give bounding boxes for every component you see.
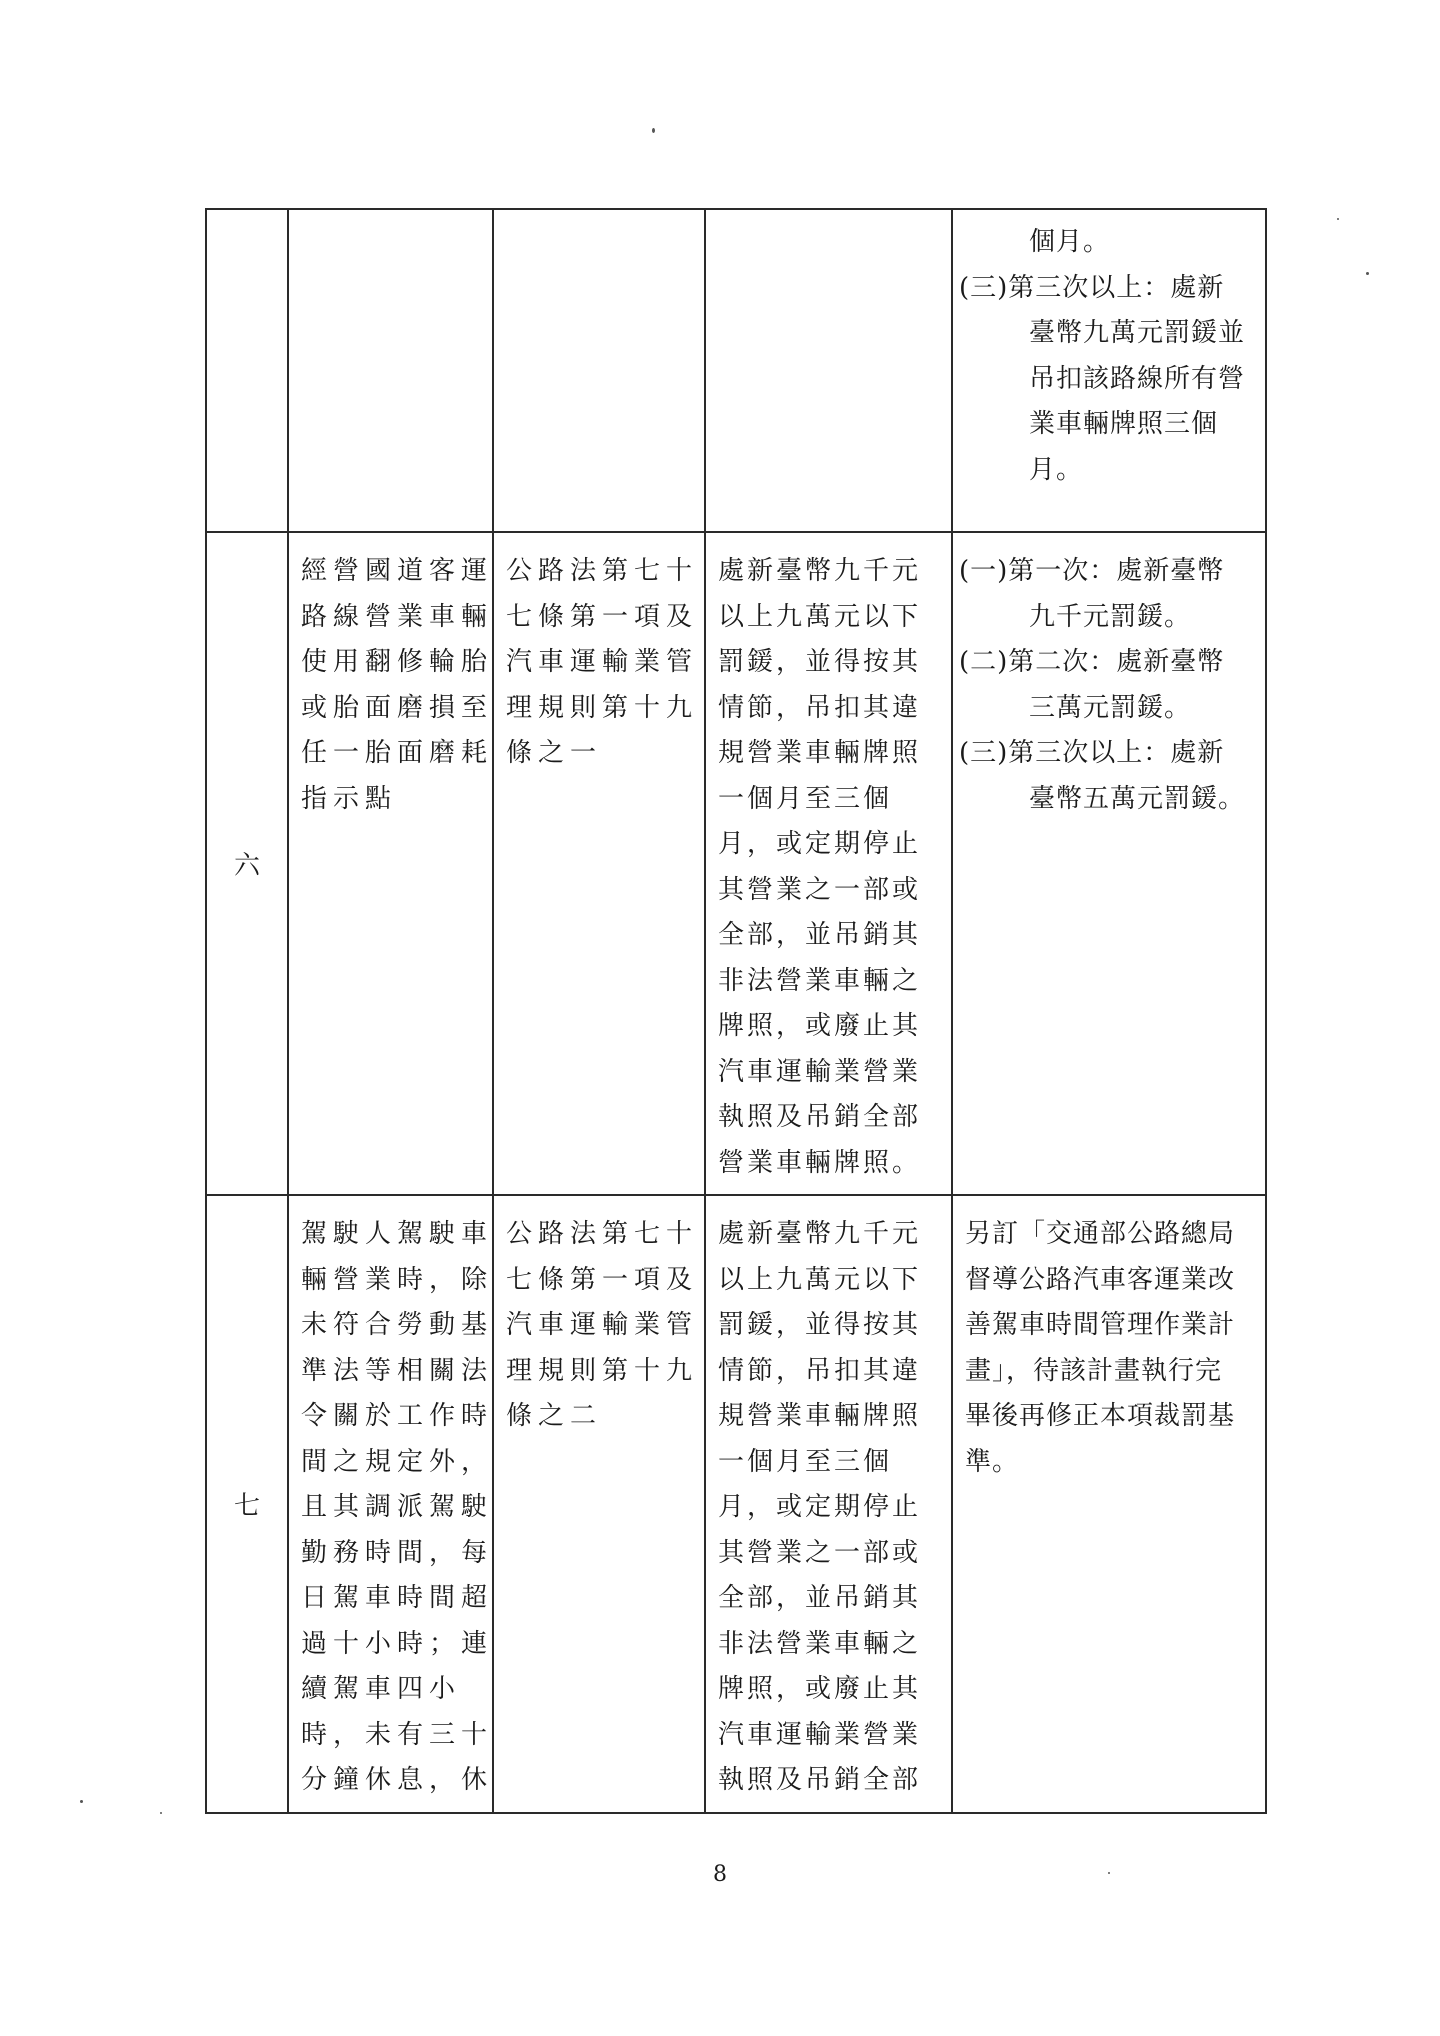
text-line: 七條第一項及 bbox=[506, 601, 699, 632]
table-row-continued bbox=[206, 209, 1266, 532]
text-line: 規營業車輛牌照 bbox=[718, 738, 922, 768]
text-line: 處新臺幣九千元 bbox=[718, 1219, 922, 1249]
text-line: 條之二 bbox=[506, 1401, 603, 1431]
text-line: 另訂「交通部公路總局 bbox=[965, 1219, 1236, 1249]
text-line: 執照及吊銷全部 bbox=[718, 1102, 922, 1132]
text-line: 督導公路汽車客運業改 bbox=[965, 1264, 1236, 1295]
text-line: 其營業之一部或 bbox=[718, 874, 922, 905]
text-line: 月，或定期停止 bbox=[718, 829, 922, 859]
text-line: 汽車運輸業營業 bbox=[718, 1056, 922, 1087]
text-line: 畫」，待該計畫執行完 bbox=[965, 1355, 1223, 1386]
text-line: 輛營業時，除 bbox=[301, 1264, 494, 1295]
text-line: 公路法第七十 bbox=[506, 1219, 699, 1249]
penalty-table bbox=[205, 208, 1267, 1814]
text-line: 指示點 bbox=[301, 783, 398, 814]
text-line: 七條第一項及 bbox=[506, 1264, 699, 1295]
scan-speck bbox=[1337, 218, 1339, 220]
text-line: 九千元罰鍰。 bbox=[1029, 601, 1192, 632]
text-line: 時，未有三十 bbox=[301, 1719, 494, 1750]
text-line: 一個月至三個 bbox=[718, 1446, 893, 1477]
text-line: 業車輛牌照三個 bbox=[1029, 409, 1219, 439]
text-line: 過十小時；連 bbox=[301, 1628, 494, 1659]
text-line: (三)第三次以上：處新 bbox=[959, 738, 1225, 768]
text-line: (三)第三次以上：處新 bbox=[959, 272, 1225, 303]
text-line: 或胎面磨損至 bbox=[301, 692, 494, 723]
text-line: 汽車運輸業營業 bbox=[718, 1719, 922, 1750]
text-line: 日駕車時間超 bbox=[301, 1583, 494, 1613]
text-line: 公路法第七十 bbox=[506, 556, 699, 586]
text-line: 勤務時間，每 bbox=[301, 1537, 494, 1568]
text-line: 分鐘休息，休 bbox=[301, 1765, 494, 1795]
text-line: 汽車運輸業管 bbox=[506, 1310, 699, 1340]
text-line: 理規則第十九 bbox=[506, 1355, 699, 1386]
text-line: 牌照，或廢止其 bbox=[718, 1011, 922, 1041]
table-row-six bbox=[206, 532, 1266, 1195]
cell-sanction bbox=[705, 532, 952, 1195]
text-line: 營業車輛牌照。 bbox=[718, 1147, 922, 1178]
text-line: 未符合勞動基 bbox=[301, 1310, 494, 1340]
text-line: 以上九萬元以下 bbox=[718, 601, 922, 632]
scan-speck bbox=[1108, 1872, 1110, 1874]
cell-law bbox=[493, 1195, 705, 1813]
text-line: 執照及吊銷全部 bbox=[718, 1765, 922, 1795]
text-line: 且其調派駕駛 bbox=[301, 1492, 494, 1522]
text-line: 路線營業車輛 bbox=[301, 601, 494, 632]
text-line: 月，或定期停止 bbox=[718, 1492, 922, 1522]
text-line: 間之規定外， bbox=[301, 1446, 494, 1477]
cell-number-empty bbox=[206, 209, 288, 532]
text-line: 畢後再修正本項裁罰基 bbox=[965, 1401, 1236, 1431]
scan-speck bbox=[80, 1800, 83, 1803]
text-line: 令關於工作時 bbox=[301, 1401, 494, 1431]
text-line: 罰鍰，並得按其 bbox=[718, 1310, 922, 1340]
text-line: 月。 bbox=[1029, 454, 1084, 485]
page-number: 8 bbox=[713, 1862, 727, 1887]
cell-law bbox=[493, 532, 705, 1195]
text-line: 非法營業車輛之 bbox=[718, 1628, 922, 1659]
scan-speck bbox=[160, 1812, 162, 1814]
text-line: 一個月至三個 bbox=[718, 783, 893, 814]
text-line: 駕駛人駕駛車 bbox=[301, 1219, 494, 1249]
text-line: 善駕車時間管理作業計 bbox=[965, 1310, 1236, 1340]
cell-violation bbox=[288, 1195, 493, 1813]
cell-violation bbox=[288, 532, 493, 1195]
text-line: 全部，並吊銷其 bbox=[718, 920, 922, 950]
text-line: 牌照，或廢止其 bbox=[718, 1674, 922, 1704]
text-line: 個月。 bbox=[1029, 227, 1111, 257]
cell-violation-empty bbox=[288, 209, 493, 532]
text-line: 三萬元罰鍰。 bbox=[1029, 692, 1192, 723]
text-line: 汽車運輸業管 bbox=[506, 647, 699, 677]
text-line: 準法等相關法 bbox=[301, 1355, 494, 1386]
text-line: 處新臺幣九千元 bbox=[718, 556, 922, 586]
text-line: 準。 bbox=[965, 1446, 1020, 1477]
table-row-seven bbox=[206, 1195, 1266, 1813]
text-line: 非法營業車輛之 bbox=[718, 965, 922, 996]
row-number: 六 bbox=[206, 532, 288, 1195]
row-number: 七 bbox=[206, 1195, 288, 1813]
text-line: 其營業之一部或 bbox=[718, 1537, 922, 1568]
cell-sanction bbox=[705, 1195, 952, 1813]
scan-speck bbox=[1366, 272, 1369, 275]
text-line: 任一胎面磨耗 bbox=[301, 738, 494, 768]
text-line: 情節，吊扣其違 bbox=[718, 692, 922, 723]
text-line: 經營國道客運 bbox=[301, 556, 494, 586]
cell-sanction-empty bbox=[705, 209, 952, 532]
cell-standard-continued bbox=[952, 209, 1266, 532]
text-line: 罰鍰，並得按其 bbox=[718, 647, 922, 677]
text-line: 理規則第十九 bbox=[506, 692, 699, 723]
text-line: 全部，並吊銷其 bbox=[718, 1583, 922, 1613]
text-line: 吊扣該路線所有營 bbox=[1029, 363, 1246, 394]
text-line: 續駕車四小 bbox=[301, 1674, 462, 1704]
text-line: (二)第二次：處新臺幣 bbox=[959, 647, 1225, 677]
text-line: 規營業車輛牌照 bbox=[718, 1401, 922, 1431]
text-line: 以上九萬元以下 bbox=[718, 1264, 922, 1295]
scan-speck bbox=[652, 128, 655, 133]
text-line: 臺幣九萬元罰鍰並 bbox=[1029, 318, 1246, 348]
text-line: 臺幣五萬元罰鍰。 bbox=[1029, 783, 1246, 814]
text-line: 情節，吊扣其違 bbox=[718, 1355, 922, 1386]
cell-law-empty bbox=[493, 209, 705, 532]
text-line: 條之一 bbox=[506, 738, 603, 768]
cell-standard bbox=[952, 1195, 1266, 1813]
text-line: 使用翻修輪胎 bbox=[301, 647, 494, 677]
cell-standard bbox=[952, 532, 1266, 1195]
text-line: (一)第一次：處新臺幣 bbox=[959, 556, 1225, 586]
